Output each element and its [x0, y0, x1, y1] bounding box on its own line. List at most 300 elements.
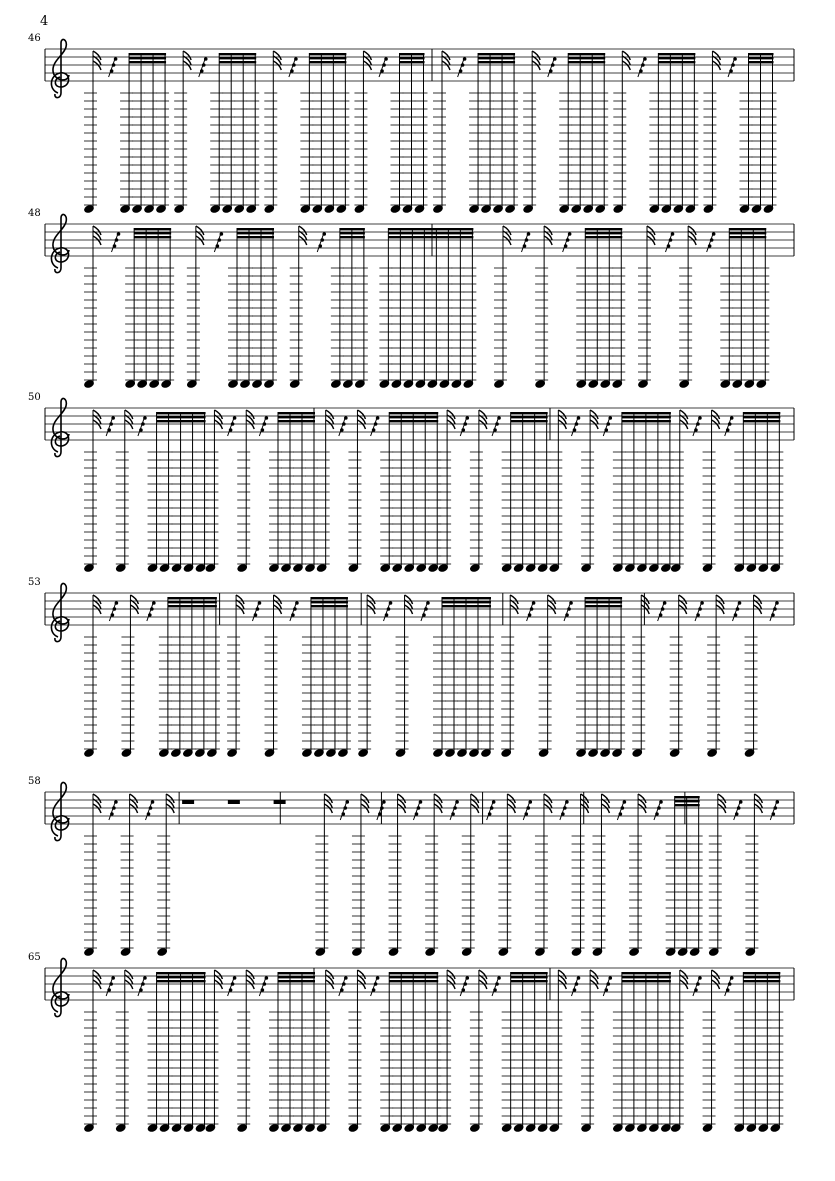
rest-dot — [220, 232, 224, 236]
beam — [311, 597, 348, 599]
measure-number: 46 — [28, 33, 41, 44]
rest-dot — [110, 69, 114, 73]
beam — [749, 57, 774, 59]
beam — [389, 972, 438, 974]
rest-dot — [256, 607, 260, 611]
rest-dot — [659, 800, 663, 804]
rest-dot — [737, 806, 741, 810]
rest-dot — [147, 812, 151, 816]
rest-dot — [497, 976, 501, 980]
beam — [729, 232, 766, 234]
rest-dot — [233, 976, 237, 980]
beam — [134, 228, 171, 230]
rest-dot — [461, 988, 465, 992]
staff-system-4 — [28, 577, 794, 758]
rest-dot — [738, 601, 742, 605]
rest-dot — [111, 976, 115, 980]
rest-dot — [374, 422, 378, 426]
beam — [157, 976, 206, 978]
rest-dot — [663, 601, 667, 605]
beam — [749, 53, 774, 55]
rest-dot — [575, 982, 579, 986]
rest-dot — [263, 422, 267, 426]
rest-dot — [110, 812, 114, 816]
rest-dot — [115, 601, 119, 605]
rest-dot — [566, 238, 570, 242]
rest-dot — [608, 416, 612, 420]
rest-dot — [229, 428, 233, 432]
measure-number: 65 — [28, 952, 41, 963]
rest-dot — [696, 422, 700, 426]
beam — [309, 53, 346, 55]
rest-dot — [385, 613, 389, 617]
rest-dot — [340, 428, 344, 432]
rest-dot — [604, 988, 608, 992]
beam — [568, 53, 605, 55]
rest-dot — [530, 607, 534, 611]
beam — [585, 236, 622, 238]
rest-dot — [380, 69, 384, 73]
rest-dot — [573, 988, 577, 992]
beam — [400, 61, 425, 63]
rest-dot — [569, 601, 573, 605]
beam — [388, 232, 473, 234]
beam — [278, 416, 315, 418]
beam — [388, 236, 473, 238]
rest-dot — [671, 232, 675, 236]
beam — [157, 980, 206, 982]
beam — [219, 53, 256, 55]
page-number: 4 — [40, 14, 49, 29]
rest-dot — [419, 800, 423, 804]
rest-dot — [528, 800, 532, 804]
rest-dot — [696, 982, 700, 986]
beam — [129, 53, 166, 55]
rest-dot — [341, 812, 345, 816]
beam — [622, 972, 671, 974]
rest-dot — [148, 613, 152, 617]
rest-dot — [139, 428, 143, 432]
rest-dot — [204, 57, 208, 61]
rest-dot — [150, 607, 154, 611]
rest-dot — [345, 800, 349, 804]
rest-dot — [417, 806, 421, 810]
rest-dot — [564, 244, 568, 248]
rest-dot — [426, 601, 430, 605]
rest-dot — [774, 806, 778, 810]
rest-dot — [577, 416, 581, 420]
rest-dot — [497, 416, 501, 420]
rest-dot — [387, 607, 391, 611]
rest-dot — [461, 63, 465, 67]
beam — [511, 976, 548, 978]
beam — [658, 57, 695, 59]
beam — [511, 972, 548, 974]
rest-dot — [561, 812, 565, 816]
beam — [340, 236, 365, 238]
beam — [743, 980, 780, 982]
treble-clef-icon — [51, 783, 69, 841]
beam — [675, 800, 700, 802]
rest-dot — [694, 428, 698, 432]
rest-dot — [551, 63, 555, 67]
beam — [129, 61, 166, 63]
beam — [129, 57, 166, 59]
treble-clef-icon — [51, 40, 69, 98]
rest-dot — [575, 422, 579, 426]
rest-dot — [606, 982, 610, 986]
beam — [237, 228, 274, 230]
rest-dot — [344, 976, 348, 980]
beam — [622, 412, 671, 414]
rest-dot — [424, 607, 428, 611]
beam — [743, 972, 780, 974]
rest-dot — [495, 982, 499, 986]
rest-dot — [295, 601, 299, 605]
rest-dot — [151, 800, 155, 804]
rest-dot — [726, 988, 730, 992]
staff-system-1 — [28, 33, 794, 214]
beam — [168, 597, 217, 599]
rest-dot — [655, 812, 659, 816]
whole-rest — [228, 800, 240, 804]
beam — [219, 61, 256, 63]
rest-dot — [320, 238, 324, 242]
rest-dot — [115, 238, 119, 242]
treble-clef-icon — [51, 584, 69, 642]
staff-system-6 — [28, 952, 794, 1133]
rest-dot — [372, 988, 376, 992]
beam — [675, 796, 700, 798]
beam — [585, 228, 622, 230]
rest-dot — [728, 422, 732, 426]
beam — [658, 61, 695, 63]
rest-dot — [659, 613, 663, 617]
beam — [388, 228, 473, 230]
rest-dot — [463, 982, 467, 986]
beam — [442, 601, 491, 603]
rest-dot — [553, 57, 557, 61]
measure-number: 48 — [28, 208, 41, 219]
beam — [729, 236, 766, 238]
beam — [389, 976, 438, 978]
rest-dot — [216, 244, 220, 248]
rest-dot — [532, 601, 536, 605]
rest-dot — [563, 806, 567, 810]
beam — [309, 61, 346, 63]
rest-dot — [465, 976, 469, 980]
beam — [340, 232, 365, 234]
rest-dot — [661, 607, 665, 611]
beam — [585, 597, 622, 599]
beam — [278, 976, 315, 978]
rest-dot — [111, 416, 115, 420]
beam — [389, 412, 438, 414]
rest-dot — [694, 988, 698, 992]
rest-dot — [527, 232, 531, 236]
rest-dot — [109, 422, 113, 426]
rest-dot — [667, 244, 671, 248]
rest-dot — [565, 613, 569, 617]
rest-dot — [577, 976, 581, 980]
beam — [622, 420, 671, 422]
rest-dot — [261, 988, 265, 992]
rest-dot — [623, 800, 627, 804]
rest-dot — [698, 416, 702, 420]
rest-dot — [107, 988, 111, 992]
beam — [400, 53, 425, 55]
rest-dot — [465, 416, 469, 420]
beam — [622, 980, 671, 982]
rest-dot — [523, 244, 527, 248]
treble-clef-icon — [51, 959, 69, 1017]
beam — [511, 420, 548, 422]
beam — [675, 804, 700, 806]
rest-dot — [143, 976, 147, 980]
rest-dot — [729, 69, 733, 73]
beam — [237, 232, 274, 234]
rest-dot — [382, 800, 386, 804]
staff-system-2 — [28, 208, 794, 389]
rest-dot — [113, 244, 117, 248]
measure-number: 53 — [28, 577, 41, 588]
rest-dot — [107, 428, 111, 432]
beam — [511, 980, 548, 982]
rest-dot — [342, 422, 346, 426]
rest-dot — [258, 601, 262, 605]
rest-dot — [113, 607, 117, 611]
whole-rest — [274, 800, 286, 804]
rest-dot — [459, 69, 463, 73]
beam — [442, 597, 491, 599]
rest-dot — [776, 800, 780, 804]
beam — [729, 228, 766, 230]
rest-dot — [229, 988, 233, 992]
beam — [585, 605, 622, 607]
beam — [478, 57, 515, 59]
rest-dot — [451, 812, 455, 816]
beam — [442, 605, 491, 607]
rest-dot — [604, 428, 608, 432]
rest-dot — [112, 63, 116, 67]
rest-dot — [643, 57, 647, 61]
rest-dot — [422, 613, 426, 617]
rest-dot — [736, 607, 740, 611]
rest-dot — [565, 800, 569, 804]
rest-dot — [608, 976, 612, 980]
rest-dot — [528, 613, 532, 617]
rest-dot — [231, 982, 235, 986]
beam — [168, 605, 217, 607]
beam — [168, 601, 217, 603]
treble-clef-icon — [51, 215, 69, 273]
beam — [400, 57, 425, 59]
rest-dot — [641, 63, 645, 67]
beam — [568, 57, 605, 59]
beam — [157, 416, 206, 418]
beam — [658, 53, 695, 55]
rest-dot — [731, 63, 735, 67]
beam — [237, 236, 274, 238]
rest-dot — [488, 812, 492, 816]
rest-dot — [669, 238, 673, 242]
rest-dot — [739, 800, 743, 804]
measure-number: 58 — [28, 776, 41, 787]
beam — [157, 420, 206, 422]
rest-dot — [263, 982, 267, 986]
beam — [309, 57, 346, 59]
rest-dot — [342, 982, 346, 986]
treble-clef-icon — [51, 399, 69, 457]
rest-dot — [775, 601, 779, 605]
rest-dot — [710, 238, 714, 242]
rest-dot — [376, 416, 380, 420]
rest-dot — [463, 57, 467, 61]
beam — [478, 53, 515, 55]
rest-dot — [461, 428, 465, 432]
rest-dot — [202, 63, 206, 67]
rest-dot — [490, 806, 494, 810]
rest-dot — [114, 57, 118, 61]
beam — [278, 420, 315, 422]
rest-dot — [290, 69, 294, 73]
rest-dot — [525, 238, 529, 242]
rest-dot — [696, 613, 700, 617]
rest-dot — [141, 982, 145, 986]
rest-dot — [734, 613, 738, 617]
whole-rest — [182, 800, 194, 804]
beam — [749, 61, 774, 63]
rest-dot — [109, 982, 113, 986]
rest-dot — [726, 428, 730, 432]
rest-dot — [112, 806, 116, 810]
rest-dot — [708, 244, 712, 248]
rest-dot — [493, 428, 497, 432]
rest-dot — [698, 607, 702, 611]
rest-dot — [524, 812, 528, 816]
beam — [219, 57, 256, 59]
beam — [311, 605, 348, 607]
rest-dot — [568, 232, 572, 236]
beam — [340, 228, 365, 230]
rest-dot — [493, 988, 497, 992]
rest-dot — [728, 982, 732, 986]
rest-dot — [141, 422, 145, 426]
beam — [511, 412, 548, 414]
rest-dot — [573, 428, 577, 432]
measure-number: 50 — [28, 392, 41, 403]
beam — [278, 412, 315, 414]
rest-dot — [621, 806, 625, 810]
rest-dot — [261, 428, 265, 432]
rest-dot — [200, 69, 204, 73]
rest-dot — [231, 422, 235, 426]
rest-dot — [730, 416, 734, 420]
rest-dot — [152, 601, 156, 605]
beam — [743, 420, 780, 422]
beam — [311, 601, 348, 603]
rest-dot — [700, 601, 704, 605]
rest-dot — [712, 232, 716, 236]
beam — [389, 416, 438, 418]
beam — [389, 980, 438, 982]
rest-dot — [254, 613, 258, 617]
beam — [157, 972, 206, 974]
rest-dot — [293, 607, 297, 611]
rest-dot — [265, 416, 269, 420]
rest-dot — [389, 601, 393, 605]
rest-dot — [492, 800, 496, 804]
rest-dot — [773, 607, 777, 611]
beam — [389, 420, 438, 422]
beam — [568, 61, 605, 63]
rest-dot — [376, 976, 380, 980]
rest-dot — [567, 607, 571, 611]
rest-dot — [117, 232, 121, 236]
rest-dot — [139, 988, 143, 992]
rest-dot — [619, 812, 623, 816]
rest-dot — [318, 244, 322, 248]
beam — [743, 412, 780, 414]
rest-dot — [639, 69, 643, 73]
rest-dot — [111, 613, 115, 617]
rest-dot — [114, 800, 118, 804]
beam — [743, 416, 780, 418]
beam — [157, 412, 206, 414]
rest-dot — [265, 976, 269, 980]
beam — [622, 976, 671, 978]
beam — [134, 236, 171, 238]
beam — [622, 416, 671, 418]
rest-dot — [455, 800, 459, 804]
rest-dot — [233, 416, 237, 420]
rest-dot — [344, 416, 348, 420]
rest-dot — [771, 613, 775, 617]
rest-dot — [735, 812, 739, 816]
rest-dot — [606, 422, 610, 426]
rest-dot — [149, 806, 153, 810]
rest-dot — [294, 57, 298, 61]
rest-dot — [549, 69, 553, 73]
rest-dot — [218, 238, 222, 242]
rest-dot — [463, 422, 467, 426]
rest-dot — [292, 63, 296, 67]
rest-dot — [657, 806, 661, 810]
rest-dot — [453, 806, 457, 810]
beam — [278, 972, 315, 974]
beam — [134, 232, 171, 234]
staff-system-3 — [28, 392, 794, 573]
rest-dot — [374, 982, 378, 986]
beam — [585, 232, 622, 234]
rest-dot — [384, 57, 388, 61]
rest-dot — [495, 422, 499, 426]
rest-dot — [343, 806, 347, 810]
rest-dot — [730, 976, 734, 980]
rest-dot — [372, 428, 376, 432]
beam — [743, 976, 780, 978]
beam — [511, 416, 548, 418]
rest-dot — [143, 416, 147, 420]
rest-dot — [340, 988, 344, 992]
beam — [478, 61, 515, 63]
beam — [585, 601, 622, 603]
rest-dot — [526, 806, 530, 810]
rest-dot — [322, 232, 326, 236]
rest-dot — [382, 63, 386, 67]
rest-dot — [698, 976, 702, 980]
rest-dot — [772, 812, 776, 816]
